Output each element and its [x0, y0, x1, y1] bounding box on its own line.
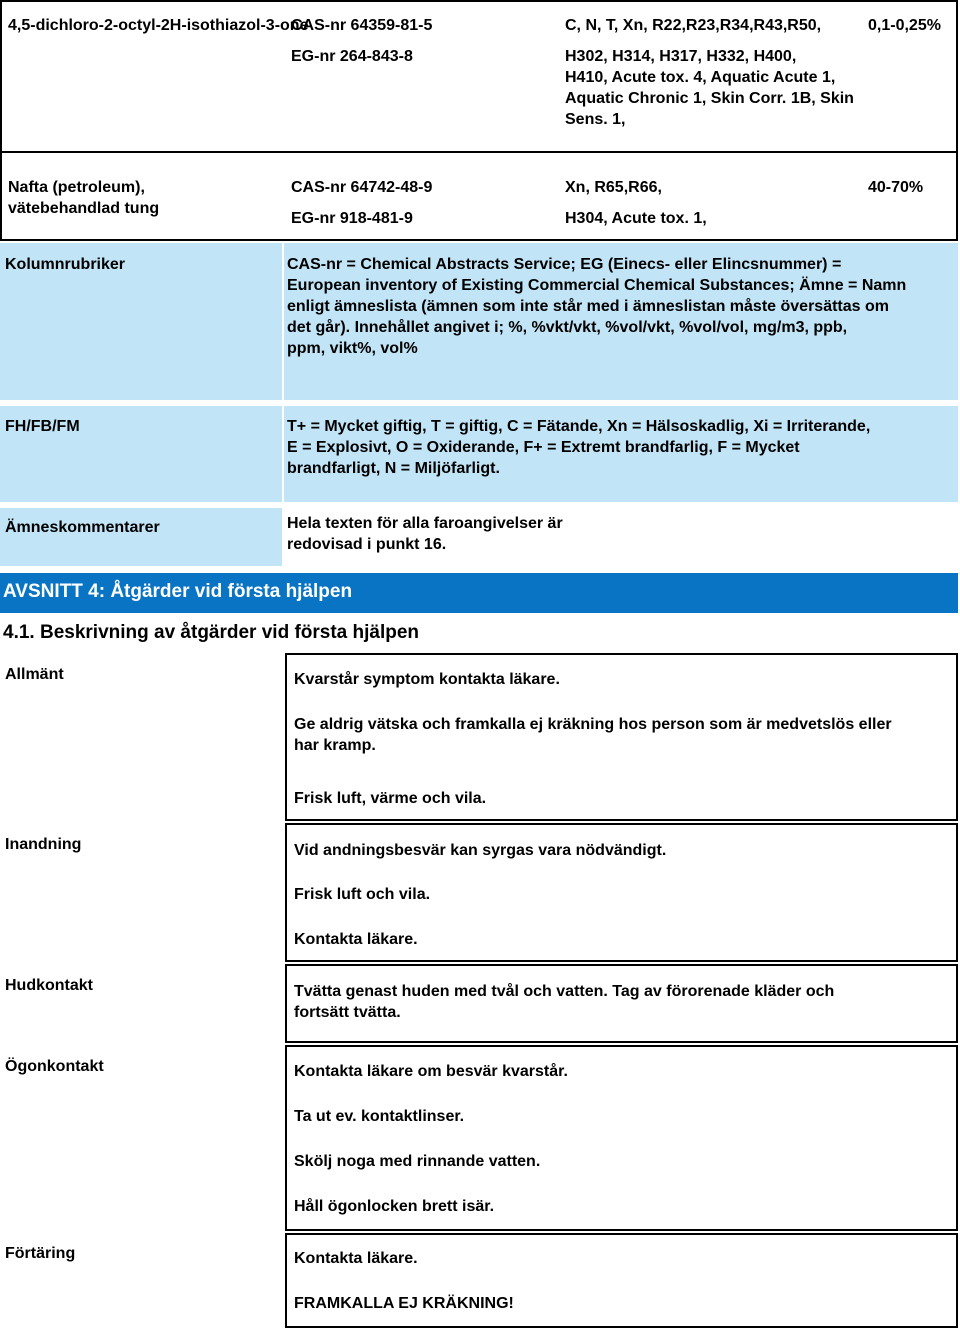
substance-eg: EG-nr 264-843-8 [291, 48, 413, 65]
section-title: AVSNITT 4: Åtgärder vid första hjälpen [3, 581, 353, 602]
first-aid-text: Frisk luft, värme och vila. [294, 790, 487, 807]
first-aid-text: Kontakta läkare om besvär kvarstår. [294, 1063, 568, 1080]
first-aid-text: Tvätta genast huden med tvål och vatten. Tag av förorenade kläder och fortsätt tvätta. [294, 983, 835, 1021]
section-header [0, 573, 958, 613]
substance-eg: EG-nr 918-481-9 [291, 210, 413, 227]
first-aid-text: Ta ut ev. kontaktlinser. [294, 1108, 465, 1125]
first-aid-label-general: Allmänt [5, 666, 64, 683]
substance-cas: CAS-nr 64742-48-9 [291, 179, 433, 196]
info-label-comments: Ämneskommentarer [5, 519, 160, 536]
info-text-columns: CAS-nr = Chemical Abstracts Service; EG (Einecs- eller Elincsnummer) = European inventory of Existing Commercial Chemical Substances; Ämne = Namn enligt ämneslista (ämnen som inte står med i ämneslistan måste översättas om det går). Innehållet angivet i; %, %vkt/vkt, %vol/vkt, %vol/vol, mg/m3, ppb, ppm, vikt%, vol% [287, 256, 907, 357]
first-aid-label-skin: Hudkontakt [5, 977, 93, 994]
info-label-columns: Kolumnrubriker [5, 256, 126, 273]
first-aid-text: Skölj noga med rinnande vatten. [294, 1153, 541, 1170]
first-aid-text: Vid andningsbesvär kan syrgas vara nödvändigt. [294, 842, 667, 859]
first-aid-text: Kontakta läkare. [294, 1250, 418, 1267]
substance-concentration: 0,1-0,25% [868, 17, 941, 34]
subsection-title: 4.1. Beskrivning av åtgärder vid första hjälpen [3, 622, 420, 643]
info-label-hazard-codes: FH/FB/FM [5, 418, 80, 435]
substance-classification: Xn, R65,R66, [565, 179, 662, 196]
substance-classification: C, N, T, Xn, R22,R23,R34,R43,R50, [565, 17, 822, 34]
info-text-hazard-codes: T+ = Mycket giftig, T = giftig, C = Fätande, Xn = Hälsoskadlig, Xi = Irriterande, E = Explosivt, O = Oxiderande, F+ = Extremt brandfarlig, F = Mycket brandfarligt, N = Miljöfarligt. [287, 418, 871, 477]
first-aid-text: Ge aldrig vätska och framkalla ej kräkning hos person som är medvetslös eller har kramp. [294, 716, 892, 754]
substance-cas: CAS-nr 64359-81-5 [291, 17, 433, 34]
info-text-comments: Hela texten för alla faroangivelser är redovisad i punkt 16. [287, 515, 563, 553]
substance-name: 4,5-dichloro-2-octyl-2H-isothiazol-3-one [8, 17, 309, 34]
first-aid-text: Frisk luft och vila. [294, 886, 431, 903]
substance-concentration: 40-70% [868, 179, 924, 196]
first-aid-label-inhalation: Inandning [5, 836, 82, 853]
substance-name: Nafta (petroleum), vätebehandlad tung [8, 179, 160, 217]
first-aid-label-ingestion: Förtäring [5, 1245, 76, 1262]
first-aid-label-eyes: Ögonkontakt [5, 1058, 104, 1075]
first-aid-text: Kontakta läkare. [294, 931, 418, 948]
first-aid-text: FRAMKALLA EJ KRÄKNING! [294, 1295, 514, 1312]
first-aid-text: Kvarstår symptom kontakta läkare. [294, 671, 560, 688]
substance-hazard-statements: H302, H314, H317, H332, H400, H410, Acute tox. 4, Aquatic Acute 1, Aquatic Chronic 1, Skin Corr. 1B, Skin Sens. 1, [565, 48, 854, 128]
substance-hazard-statements: H304, Acute tox. 1, [565, 210, 707, 227]
first-aid-text: Håll ögonlocken brett isär. [294, 1198, 495, 1215]
